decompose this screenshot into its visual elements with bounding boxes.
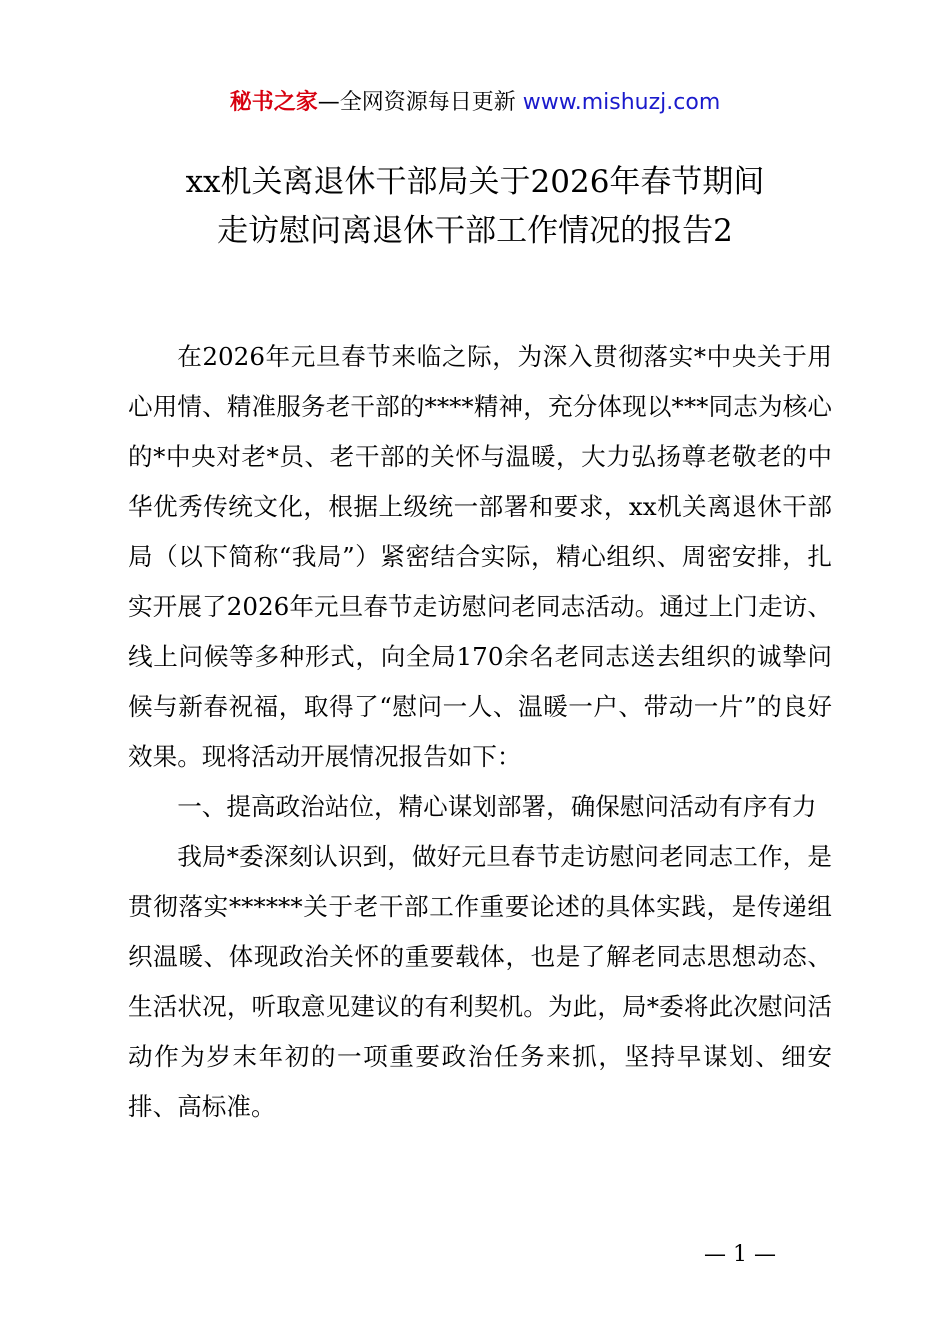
paragraph-intro: 在2026年元旦春节来临之际，为深入贯彻落实*中央关于用心用情、精准服务老干部的****精神，充分体现以***同志为核心的*中央对老*员、老干部的关怀与温暖，大力弘扬尊老敬老的中华优秀传统文化，根据上级统一部署和要求，xx机关离退休干部局（以下简称“我局”）紧密结合实际，精心组织、周密安排，扎实开展了2026年元旦春节走访慰问老同志活动。通过上门走访、线上问候等多种形式，向全局170余名老同志送去组织的诚挚问候与新春祝福，取得了“慰问一人、温暖一户、带动一片”的良好效果。现将活动开展情况报告如下： bbox=[128, 342, 832, 771]
title-line-1: xx机关离退休干部局关于2026年春节期间 bbox=[185, 164, 765, 200]
paragraph-section-1: 我局*委深刻认识到，做好元旦春节走访慰问老同志工作，是贯彻落实******关于老干部工作重要论述的具体实践，是传递组织温暖、体现政治关怀的重要载体，也是了解老同志思想动态、生活状况，听取意见建议的有利契机。为此，局*委将此次慰问活动作为岁末年初的一项重要政治任务来抓，坚持早谋划、细安排、高标准。 bbox=[128, 842, 832, 1121]
site-brand: 秘书之家 bbox=[229, 90, 318, 115]
document-title bbox=[60, 158, 890, 256]
document-body bbox=[128, 332, 832, 1132]
title-line-2: 走访慰问离退休干部工作情况的报告2 bbox=[217, 213, 733, 249]
site-header bbox=[0, 88, 950, 118]
site-slogan: —全网资源每日更新 bbox=[317, 90, 516, 115]
page-number: — 1 — bbox=[704, 1242, 776, 1267]
section-heading-1: 一、提高政治站位，精心谋划部署，确保慰问活动有序有力 bbox=[177, 792, 817, 821]
site-url-link[interactable]: www.mishuzj.com bbox=[522, 90, 721, 115]
